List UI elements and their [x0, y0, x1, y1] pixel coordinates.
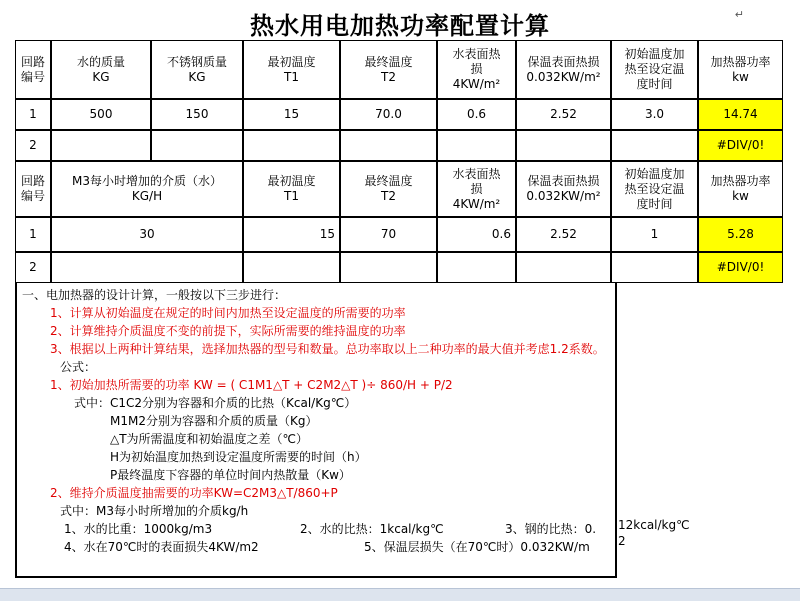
t1-header-final-temp: 最终温度 T2	[340, 40, 437, 99]
t1-r1-heater-power[interactable]: 14.74	[698, 99, 783, 130]
t2-r1-added-medium[interactable]: 30	[51, 217, 243, 252]
notes-line-7: 式中：C1C2分别为容器和介质的比热（Kcal/Kg℃）	[74, 396, 357, 410]
t2-r1-initial-temp[interactable]: 15	[243, 217, 340, 252]
notes-line-11: P最终温度下容器的单位时间内热散量（Kw）	[110, 468, 351, 482]
t1-r1-final-temp[interactable]: 70.0	[340, 99, 437, 130]
t1-r2-heat-time[interactable]	[611, 130, 698, 161]
t1-r1-heat-time[interactable]: 3.0	[611, 99, 698, 130]
t1-r2-initial-temp[interactable]	[243, 130, 340, 161]
t2-r1-water-surface-loss[interactable]: 0.6	[437, 217, 516, 252]
notes-line-9: △T为所需温度和初始温度之差（℃）	[110, 432, 309, 446]
t2-r2-water-surface-loss[interactable]	[437, 252, 516, 283]
t2-header-initial-temp: 最初温度 T1	[243, 161, 340, 217]
t2-r1-heater-power[interactable]: 5.28	[698, 217, 783, 252]
t2-header-insulation-loss: 保温表面热损 0.032KW/m²	[516, 161, 611, 217]
t1-r2-final-temp[interactable]	[340, 130, 437, 161]
t1-r1-water-mass[interactable]: 500	[51, 99, 151, 130]
notes-line-1: 一、电加热器的设计计算，一般按以下三步进行：	[22, 288, 287, 302]
t2-r1-heat-time[interactable]: 1	[611, 217, 698, 252]
notes-line-5: 公式：	[60, 360, 97, 374]
t2-r1-final-temp[interactable]: 70	[340, 217, 437, 252]
t1-header-insulation-loss: 保温表面热损 0.032KW/m²	[516, 40, 611, 99]
t2-r1-insulation-loss[interactable]: 2.52	[516, 217, 611, 252]
t1-r2-water-surface-loss[interactable]	[437, 130, 516, 161]
t1-header-loop-no: 回路 编号	[15, 40, 51, 99]
notes-line-3: 2、计算维持介质温度不变的前提下，实际所需要的维持温度的功率	[50, 324, 406, 338]
notes-line-4: 3、根据以上两种计算结果，选择加热器的型号和数量。总功率取以上二种功率的最大值并考虑1.2系数。	[50, 342, 605, 356]
notes-line-13: 式中：M3每小时所增加的介质kg/h	[60, 504, 249, 518]
t1-r2-steel-mass[interactable]	[151, 130, 243, 161]
t2-header-heat-time: 初始温度加 热至设定温 度时间	[611, 161, 698, 217]
notes-line-15a: 4、水在70℃时的表面损失4KW/m2	[64, 540, 259, 554]
t2-r2-initial-temp[interactable]	[243, 252, 340, 283]
t2-header-heater-power: 加热器功率 kw	[698, 161, 783, 217]
t1-r1-water-surface-loss[interactable]: 0.6	[437, 99, 516, 130]
t1-r2-insulation-loss[interactable]	[516, 130, 611, 161]
t2-header-loop-no: 回路 编号	[15, 161, 51, 217]
t2-r2-heat-time[interactable]	[611, 252, 698, 283]
t2-header-water-surface-loss: 水表面热 损 4KW/m²	[437, 161, 516, 217]
notes-line-6: 1、初始加热所需要的功率 KW = ( C1M1△T + C2M2△T )÷ 860/H + P/2	[50, 378, 453, 392]
t2-r2-loop-no[interactable]: 2	[15, 252, 51, 283]
notes-line-15b: 5、保温层损失（在70℃时）0.032KW/m	[364, 540, 590, 554]
t1-r1-insulation-loss[interactable]: 2.52	[516, 99, 611, 130]
t1-header-water-surface-loss: 水表面热 损 4KW/m²	[437, 40, 516, 99]
paragraph-mark: ↵	[734, 8, 744, 21]
t2-r2-final-temp[interactable]	[340, 252, 437, 283]
t1-header-heat-time: 初始温度加 热至设定温 度时间	[611, 40, 698, 99]
notes-line-14c: 3、钢的比热：0.	[505, 522, 597, 536]
t2-header-added-medium: M3每小时增加的介质（水） KG/H	[51, 161, 243, 217]
t1-header-heater-power: 加热器功率 kw	[698, 40, 783, 99]
t2-r2-heater-power[interactable]: #DIV/0!	[698, 252, 783, 283]
page-title: 热水用电加热功率配置计算	[250, 12, 550, 40]
notes-line-2: 1、计算从初始温度在规定的时间内加热至设定温度的所需要的功率	[50, 306, 406, 320]
notes-line-10: H为初始温度加热到设定温度所需要的时间（h）	[110, 450, 367, 464]
t2-r2-insulation-loss[interactable]	[516, 252, 611, 283]
t2-r2-added-medium[interactable]	[51, 252, 243, 283]
notes-line-8: M1M2分别为容器和介质的质量（Kg）	[110, 414, 318, 428]
t1-r1-steel-mass[interactable]: 150	[151, 99, 243, 130]
t1-r2-heater-power[interactable]: #DIV/0!	[698, 130, 783, 161]
t1-r2-water-mass[interactable]	[51, 130, 151, 161]
t2-header-final-temp: 最终温度 T2	[340, 161, 437, 217]
notes-line-14a: 1、水的比重：1000kg/m3	[64, 522, 213, 536]
t1-r2-loop-no[interactable]: 2	[15, 130, 51, 161]
t1-header-water-mass: 水的质量 KG	[51, 40, 151, 99]
notes-line-15c: 2	[618, 534, 626, 548]
bottom-status-strip	[0, 588, 800, 601]
t1-r1-initial-temp[interactable]: 15	[243, 99, 340, 130]
t2-r1-loop-no[interactable]: 1	[15, 217, 51, 252]
t1-header-initial-temp: 最初温度 T1	[243, 40, 340, 99]
notes-line-14d: 12kcal/kg℃	[618, 518, 690, 532]
t1-r1-loop-no[interactable]: 1	[15, 99, 51, 130]
t1-header-steel-mass: 不锈钢质量 KG	[151, 40, 243, 99]
notes-line-14b: 2、水的比热：1kcal/kg℃	[300, 522, 444, 536]
notes-line-12: 2、维持介质温度抽需要的功率KW=C2M3△T/860+P	[50, 486, 338, 500]
